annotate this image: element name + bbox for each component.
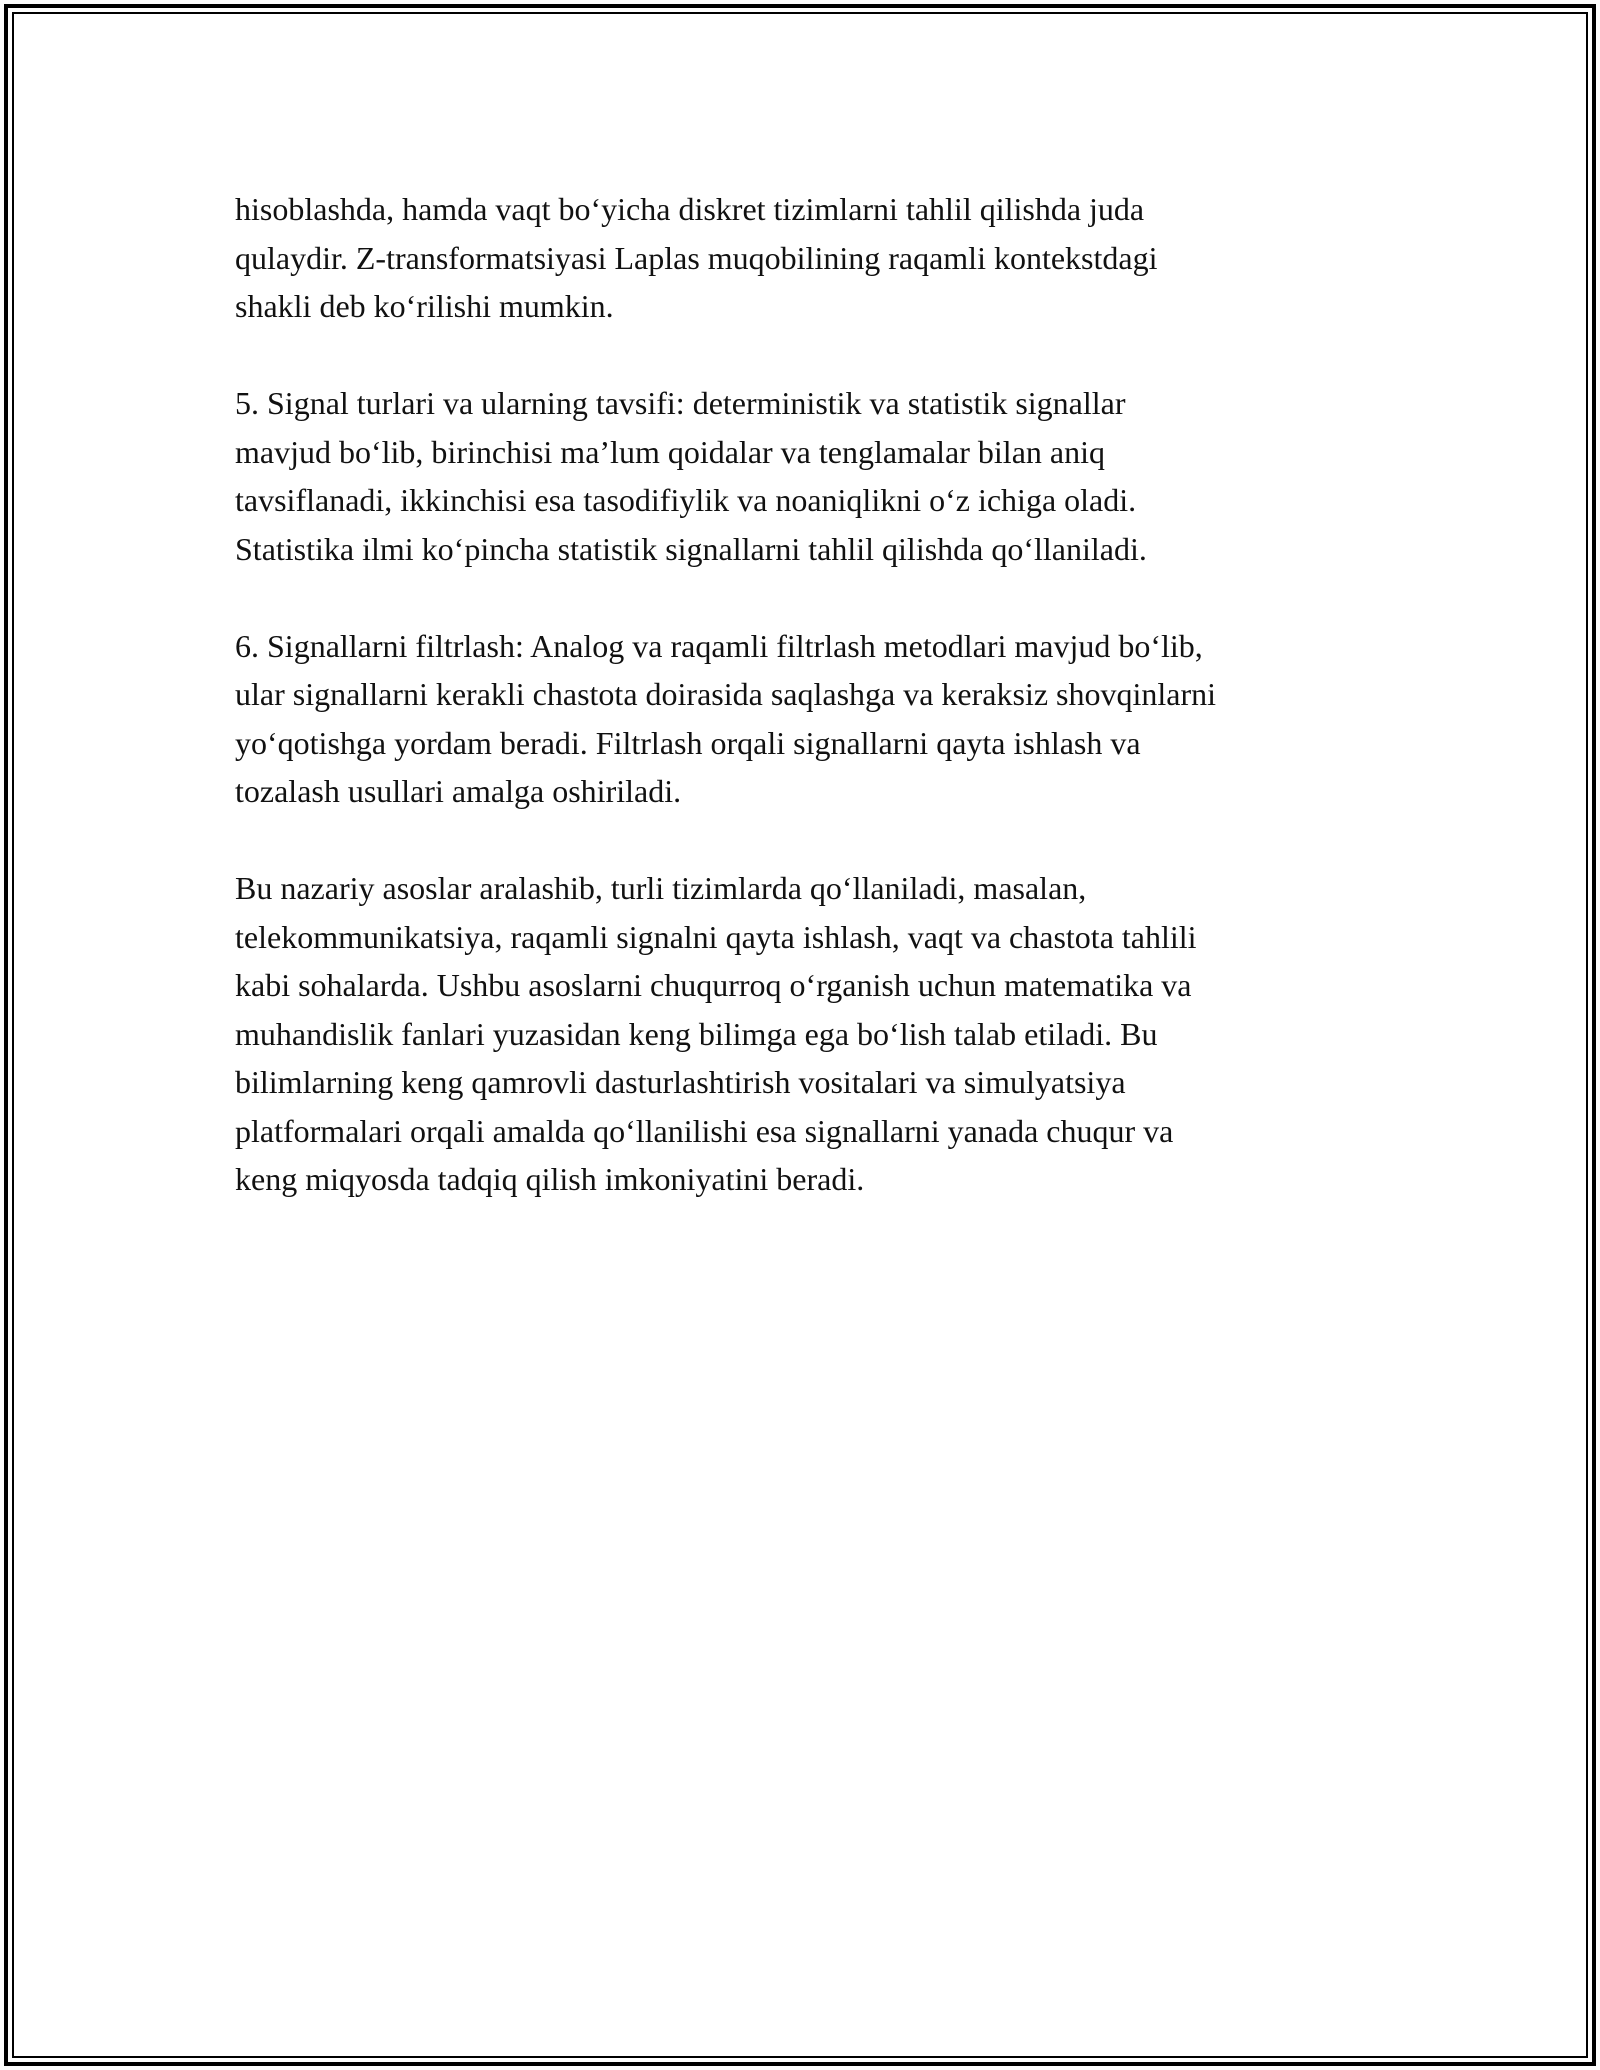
text-line: tavsiflanadi, ikkinchisi esa tasodifiylik va noaniqlikni o‘z ichiga oladi.	[235, 482, 1137, 518]
text-line: qulaydir. Z-transformatsiyasi Laplas muqobilining raqamli kontekstdagi	[235, 239, 1158, 276]
text-line: platformalari orqali amalda qo‘llanilishi esa signallarni yanada chuqur va	[235, 1112, 1174, 1149]
text-line: shakli deb ko‘rilishi mumkin.	[235, 288, 614, 324]
text-line: ular signallarni kerakli chastota doirasida saqlashga va keraksiz shovqinlarni	[235, 676, 1217, 712]
text-line: 6. Signallarni filtrlash: Analog va raqamli filtrlash metodlari mavjud bo‘lib,	[235, 627, 1203, 664]
text-line: bilimlarning keng qamrovli dasturlashtirish vositalari va simulyatsiya	[235, 1064, 1126, 1100]
text-line: mavjud bo‘lib, birinchisi ma’lum qoidalar va tenglamalar bilan aniq	[235, 433, 1105, 470]
paragraph-conclusion	[235, 864, 1395, 1204]
text-line: Statistika ilmi ko‘pincha statistik signallarni tahlil qilishda qo‘llaniladi.	[235, 530, 1147, 567]
text-line: kabi sohalarda. Ushbu asoslarni chuqurroq o‘rganish uchun matematika va	[235, 967, 1192, 1003]
text-line: 5. Signal turlari va ularning tavsifi: deterministik va statistik signallar	[235, 385, 1126, 421]
paragraph-signal-types	[235, 379, 1395, 573]
text-line: Bu nazariy asoslar aralashib, turli tizimlarda qo‘llaniladi, masalan,	[235, 870, 1087, 906]
document-body	[235, 185, 1395, 1252]
text-line: tozalash usullari amalga oshiriladi.	[235, 773, 682, 809]
text-line: telekommunikatsiya, raqamli signalni qayta ishlash, vaqt va chastota tahlili	[235, 918, 1197, 955]
text-line: keng miqyosda tadqiq qilish imkoniyatini beradi.	[235, 1161, 865, 1197]
paragraph-signal-filtering	[235, 622, 1395, 816]
text-line: yo‘qotishga yordam beradi. Filtrlash orqali signallarni qayta ishlash va	[235, 724, 1141, 761]
text-line: muhandislik fanlari yuzasidan keng bilimga ega bo‘lish talab etiladi. Bu	[235, 1015, 1158, 1052]
text-line: hisoblashda, hamda vaqt bo‘yicha diskret tizimlarni tahlil qilishda juda	[235, 191, 1145, 227]
paragraph-z-transform-continuation	[235, 185, 1395, 331]
